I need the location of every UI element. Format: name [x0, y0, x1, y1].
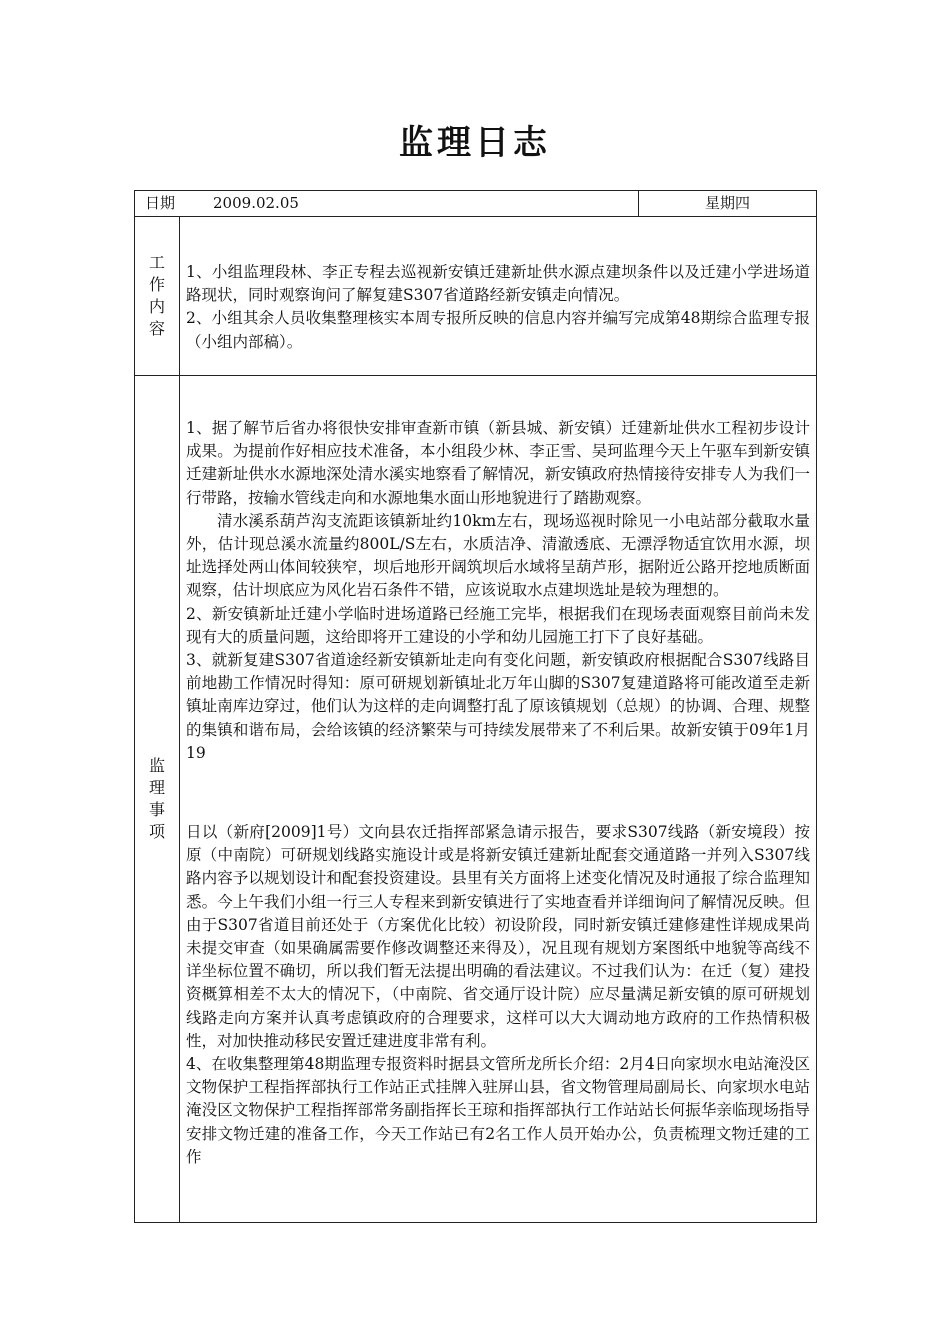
- date-cell: [135, 191, 639, 217]
- work-label-char: 工: [148, 253, 165, 272]
- items-label-char: 监: [148, 756, 165, 775]
- work-row: [135, 217, 817, 376]
- items-content: [180, 376, 817, 1223]
- date-value: 2009.02.05: [213, 194, 299, 212]
- work-paragraph: 2、小组其余人员收集整理核实本周专报所反映的信息内容并编写完成第48期综合监理专报（小组内部稿）。: [186, 309, 810, 351]
- items-paragraph: 4、在收集整理第48期监理专报资料时据县文管所龙所长介绍：2月4日向家坝水电站淹没区文物保护工程指挥部执行工作站正式挂牌入驻屏山县，省文物管理局副局长、向家坝水电站淹没区文物保护工程指挥部常务副指挥长王琼和指挥部执行工作站站长何振华亲临现场指导安排文物迁建的准备工作，今天工作站已有2名工作人员开始办公，负责梳理文物迁建的工作: [186, 1055, 810, 1166]
- items-label: [135, 376, 180, 1223]
- work-label-char: 容: [148, 319, 165, 338]
- items-paragraph: 1、据了解节后省办将很快安排审查新市镇（新县城、新安镇）迁建新址供水工程初步设计成果。为提前作好相应技术准备，本小组段少林、李正雪、吴珂监理今天上午驱车到新安镇迁建新址供水水源地深处清水溪实地察看了解情况，新安镇政府热情接待安排专人为我们一行带路，按输水管线走向和水源地集水面山形地貌进行了踏勘观察。: [186, 419, 810, 507]
- weekday: 星期四: [639, 191, 817, 217]
- work-label-char: 内: [148, 297, 165, 316]
- items-paragraph: 日以（新府[2009]1号）文向县农迁指挥部紧急请示报告，要求S307线路（新安境段）按原（中南院）可研规划线路实施设计或是将新安镇迁建新址配套交通道路一并列入S307线路内容予以规划设计和配套投资建设。县里有关方面将上述变化情况及时通报了综合监理知悉。今上午我们小组一行三人专程来到新安镇进行了实地查看并详细询问了解情况反映。但由于S307省道目前还处于（方案优化比较）初设阶段，同时新安镇迁建修建性详规成果尚未提交审查（如果确属需要作修改调整还来得及），况且现有规划方案图纸中地貌等高线不详坐标位置不确切，所以我们暂无法提出明确的看法建议。不过我们认为：在迁（复）建投资概算相差不太大的情况下，（中南院、省交通厅设计院）应尽量满足新安镇的原可研规划线路走向方案并认真考虑镇政府的合理要求，这样可以大大调动地方政府的工作热情积极性，对加快推动移民安置迁建进度非常有利。: [186, 823, 810, 1050]
- work-label-char: 作: [148, 275, 165, 294]
- items-paragraph: 清水溪系葫芦沟支流距该镇新址约10km左右，现场巡视时除见一小电站部分截取水量外，估计现总溪水流量约800L/S左右，水质洁净、清澈透底、无漂浮物适宜饮用水源，坝址选择处两山体间较狭窄，坝后地形开阔筑坝后水域将呈葫芦形，据附近公路开挖地质断面观察，估计坝底应为风化岩石条件不错，应该说取水点建坝选址是较为理想的。: [186, 511, 810, 600]
- date-label: 日期: [145, 194, 176, 212]
- work-content: [180, 217, 817, 376]
- items-label-char: 事: [148, 800, 165, 819]
- log-table: [134, 190, 817, 1223]
- page-title: 监理日志: [399, 123, 551, 163]
- items-paragraph: 2、新安镇新址迁建小学临时进场道路已经施工完毕，根据我们在现场表面观察目前尚未发现有大的质量问题，这给即将开工建设的小学和幼儿园施工打下了良好基础。: [186, 604, 810, 646]
- work-paragraph: 1、小组监理段林、李正专程去巡视新安镇迁建新址供水源点建坝条件以及迁建小学进场道路现状，同时观察询问了解复建S307省道路经新安镇走向情况。: [186, 263, 810, 305]
- items-label-char: 项: [148, 822, 165, 841]
- page-break-gap: [186, 765, 810, 821]
- date-row: [135, 191, 817, 217]
- items-paragraph: 3、就新复建S307省道途经新安镇新址走向有变化问题，新安镇政府根据配合S307线路目前地勘工作情况时得知：原可研规划新镇址北万年山脚的S307复建道路将可能改道至走新镇址南库边穿过，他们认为这样的走向调整打乱了原该镇规划（总规）的协调、合理、规整的集镇和谐布局，会给该镇的经济繁荣与可持续发展带来了不利后果。故新安镇于09年1月19: [186, 651, 810, 762]
- items-row: [135, 376, 817, 1223]
- items-label-char: 理: [148, 778, 165, 797]
- work-label: [135, 217, 180, 376]
